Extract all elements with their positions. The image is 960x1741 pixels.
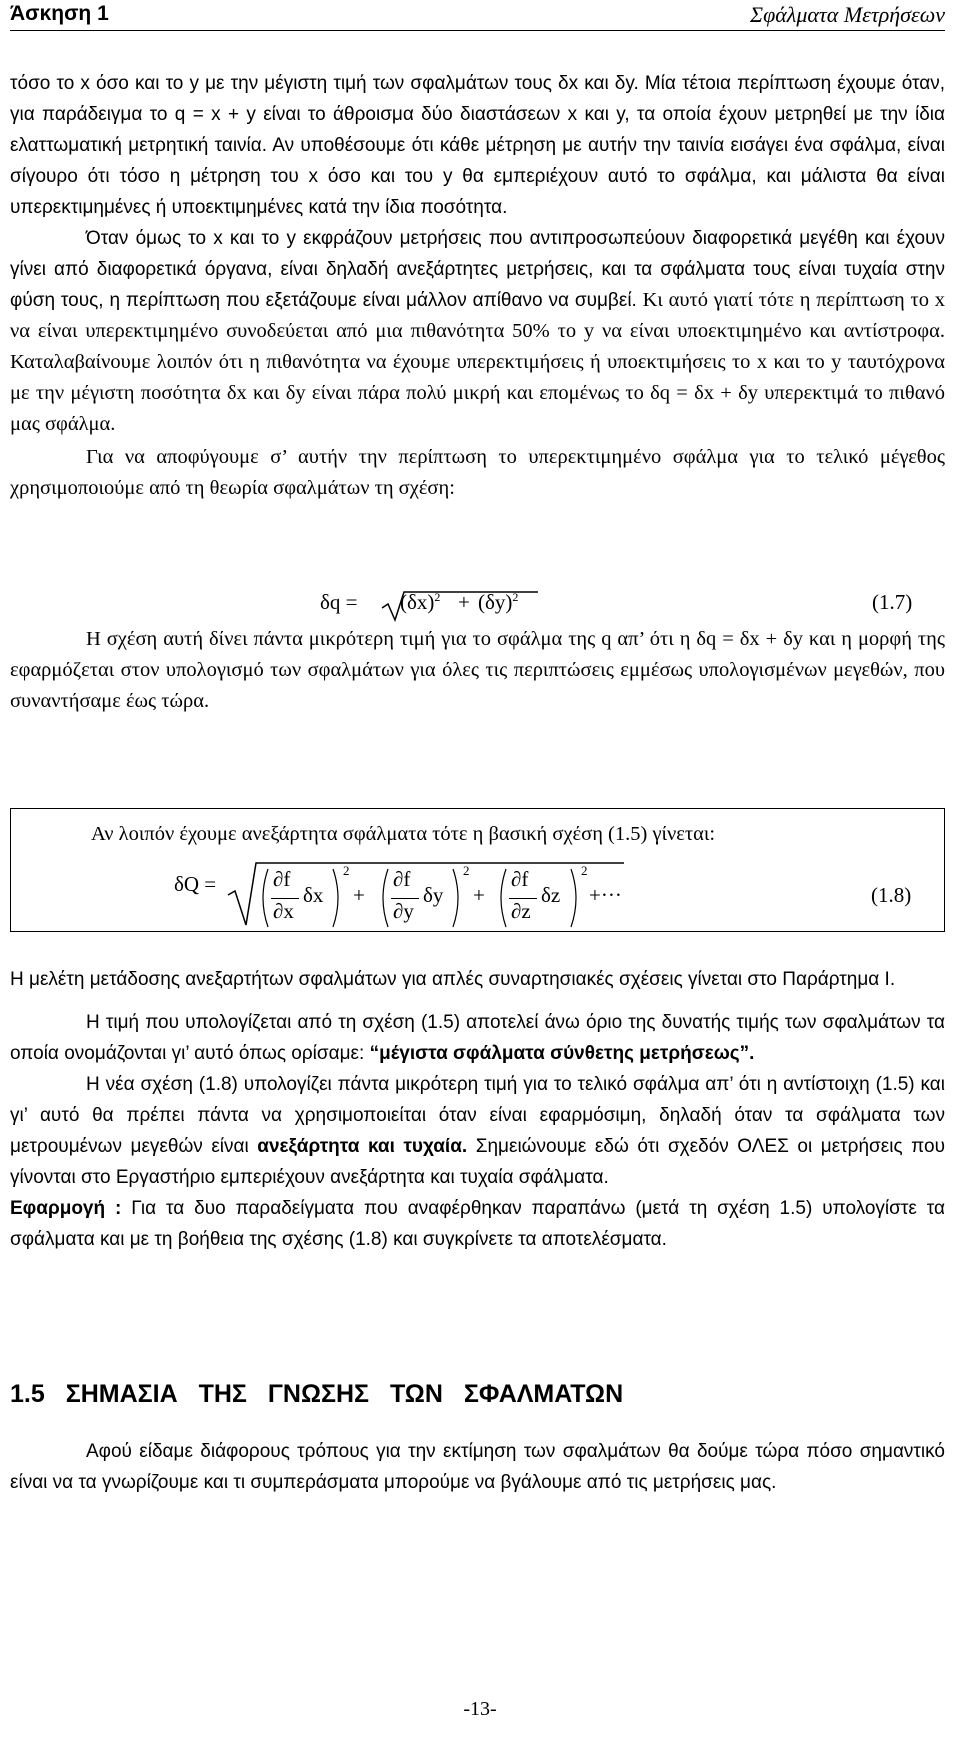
eq17-plus: +: [458, 590, 470, 614]
paragraph-8: Εφαρμογή : Για τα δυο παραδείγματα που αναφέρθηκαν παραπάνω (μετά τη σχέση 1.5) υπολογίστε τα σφάλματα και με τη βοήθεια της σχέσης (1.8) και συγκρίνετε τα αποτελέσματα.: [10, 1198, 945, 1250]
eq18-plus-1: +: [353, 883, 365, 907]
boxed-equation: [10, 808, 945, 932]
header-chapter: Σφάλματα Μετρήσεων: [750, 2, 945, 27]
eq18-sup-1: 2: [343, 863, 350, 878]
paragraph-2-b: Κι αυτό γιατί τότε η περίπτωση το x να είναι υπερεκτιμημένο συνοδεύεται από μια πιθανότητα 50% το y να είναι υποεκτιμημένο και αντίστροφα. Καταλαβαίνουμε λοιπόν ότι η πιθανότητα να έχουμε υπερεκτιμήσεις ή υποεκτιμήσεις το x και το y ταυτόχρονα με την μέγιστη ποσότητα δx και δy είναι πάρα πολύ μικρή και επομένως το δq = δx + δy υπερεκτιμά το πιθανό μας σφάλμα.: [10, 289, 946, 435]
eq18-plus-2: +: [473, 883, 485, 907]
section-body: [10, 1436, 945, 1498]
section-heading: 1.5 ΣΗΜΑΣΙΑ ΤΗΣ ΓΝΩΣΗΣ ΤΩΝ ΣΦΑΛΜΑΤΩΝ: [10, 1380, 624, 1408]
paragraph-5: Η μελέτη μετάδοσης ανεξαρτήτων σφαλμάτων για απλές συναρτησιακές σχέσεις γίνεται στο Παράρτημα Ι.: [10, 969, 896, 990]
paragraph-1: τόσο το x όσο και το y με την μέγιστη τιμή των σφαλμάτων τους δx και δy. Μία τέτοια περίπτωση έχουμε όταν, για παράδειγμα το q = x + y είναι το άθροισμα δύο διαστάσεων x και y, τα οποία έχουν μετρηθεί με την ίδια ελαττωματική μετρητική ταινία. Αν υποθέσουμε ότι κάθε μέτρηση με αυτήν την ταινία εισάγει ένα σφάλμα, είναι σίγουρο ότι τόσο η μέτρηση του x όσο και του y θα εμπεριέχουν αυτό το σφάλμα, και μάλιστα θα είναι υπερεκτιμημένες ή υποεκτιμημένες κατά την ίδια ποσότητα.: [10, 73, 945, 218]
paren-left-3: [494, 867, 508, 929]
paragraph-6: Η τιμή που υπολογίζεται από τη σχέση (1.5) αποτελεί άνω όριο της δυνατής τιμής των σφαλμάτων τα οποία ονομάζονται γι’ αυτό όπως ορίσαμε: “μέγιστα σφάλματα σύνθετης μετρήσεως”.: [10, 1012, 945, 1064]
paragraph-9: Αφού είδαμε διάφορους τρόπους για την εκτίμηση των σφαλμάτων θα δούμε τώρα πόσο σημαντικό είναι να τα γνωρίζουμε και τι συμπεράσματα μπορούμε να βγάλουμε από τις μετρήσεις μας.: [10, 1441, 945, 1493]
header-exercise: Άσκηση 1: [10, 2, 109, 25]
eq17-lhs: δq =: [320, 590, 358, 614]
eq18-frac-1-den: ∂x: [273, 899, 294, 923]
paren-left-2: [376, 867, 390, 929]
lower-body-text: [10, 964, 945, 1255]
eq18-dz: δz: [541, 883, 561, 907]
eq18-number: (1.8): [871, 883, 912, 907]
paragraph-4-block: [10, 624, 945, 717]
eq18-sup-2: 2: [463, 863, 470, 878]
paragraph-3: Για να αποφύγουμε σ’ αυτήν την περίπτωση το υπερεκτιμημένο σφάλμα για το τελικό μέγεθος χρησιμοποιούμε από τη θεωρία σφαλμάτων τη σχέση:: [10, 446, 945, 499]
eq18-frac-2-den: ∂y: [393, 899, 414, 923]
eq17-term-2: $(\delta y)^2$: [478, 590, 519, 614]
eq18-dy: δy: [423, 883, 444, 907]
paragraph-4: Η σχέση αυτή δίνει πάντα μικρότερη τιμή για το σφάλμα της q απ’ ότι η δq = δx + δy και η μορφή της εφαρμόζεται στον υπολογισμό των σφαλμάτων για όλες τις περιπτώσεις εμμέσως υπολογισμένων μεγεθών, που συναντήσαμε έως τώρα.: [10, 628, 945, 712]
paragraph-2-a: Όταν όμως το x και το y εκφράζουν μετρήσεις που αντιπροσωπεύουν διαφορετικά μεγέθη και έχουν γίνει από διαφορετικά όργανα, είναι δηλαδή ανεξάρτητες μετρήσεις, και τα σφάλματα τους είναι τυχαία στην φύση τους, η περίπτωση που εξετάζουμε είναι μάλλον απίθανο να συμβεί.: [10, 228, 945, 311]
eq17-number: (1.7): [872, 590, 913, 614]
eq18-frac-3-den: ∂z: [511, 899, 531, 923]
page-number: -13-: [463, 1698, 497, 1720]
paragraph-2: [10, 223, 945, 440]
paragraph-7: Η νέα σχέση (1.8) υπολογίζει πάντα μικρότερη τιμή για το τελικό σφάλμα απ’ ότι η αντίστοιχη (1.5) και γι’ αυτό θα πρέπει πάντα να χρησιμοποιείται όταν είναι εφαρμόσιμη, δηλαδή όταν τα σφάλματα των μετρουμένων μεγεθών είναι ανεξάρτητα και τυχαία. Σημειώνουμε εδώ ότι σχεδόν ΟΛΕΣ οι μετρήσεις που γίνονται στο Εργαστήριο εμπεριέχουν ανεξάρτητα και τυχαία σφάλματα.: [10, 1074, 945, 1188]
eq18-lhs: δQ =: [174, 872, 217, 896]
equation-1-7: [320, 590, 358, 615]
eq18-frac-1-num: ∂f: [273, 867, 291, 891]
body-text: [10, 68, 945, 504]
page-header: [10, 0, 945, 31]
box-intro: Αν λοιπόν έχουμε ανεξάρτητα σφάλματα τότε η βασική σχέση (1.5) γίνεται:: [91, 823, 716, 845]
eq18-frac-3-num: ∂f: [511, 867, 529, 891]
eq18-sup-3: 2: [581, 863, 588, 878]
paren-left-1: [256, 867, 270, 929]
eq18-dots: +···: [589, 883, 622, 907]
eq17-term-1: $(\delta x)^2$: [400, 590, 441, 614]
eq18-dx: δx: [303, 883, 324, 907]
eq18-frac-2-num: ∂f: [393, 867, 411, 891]
